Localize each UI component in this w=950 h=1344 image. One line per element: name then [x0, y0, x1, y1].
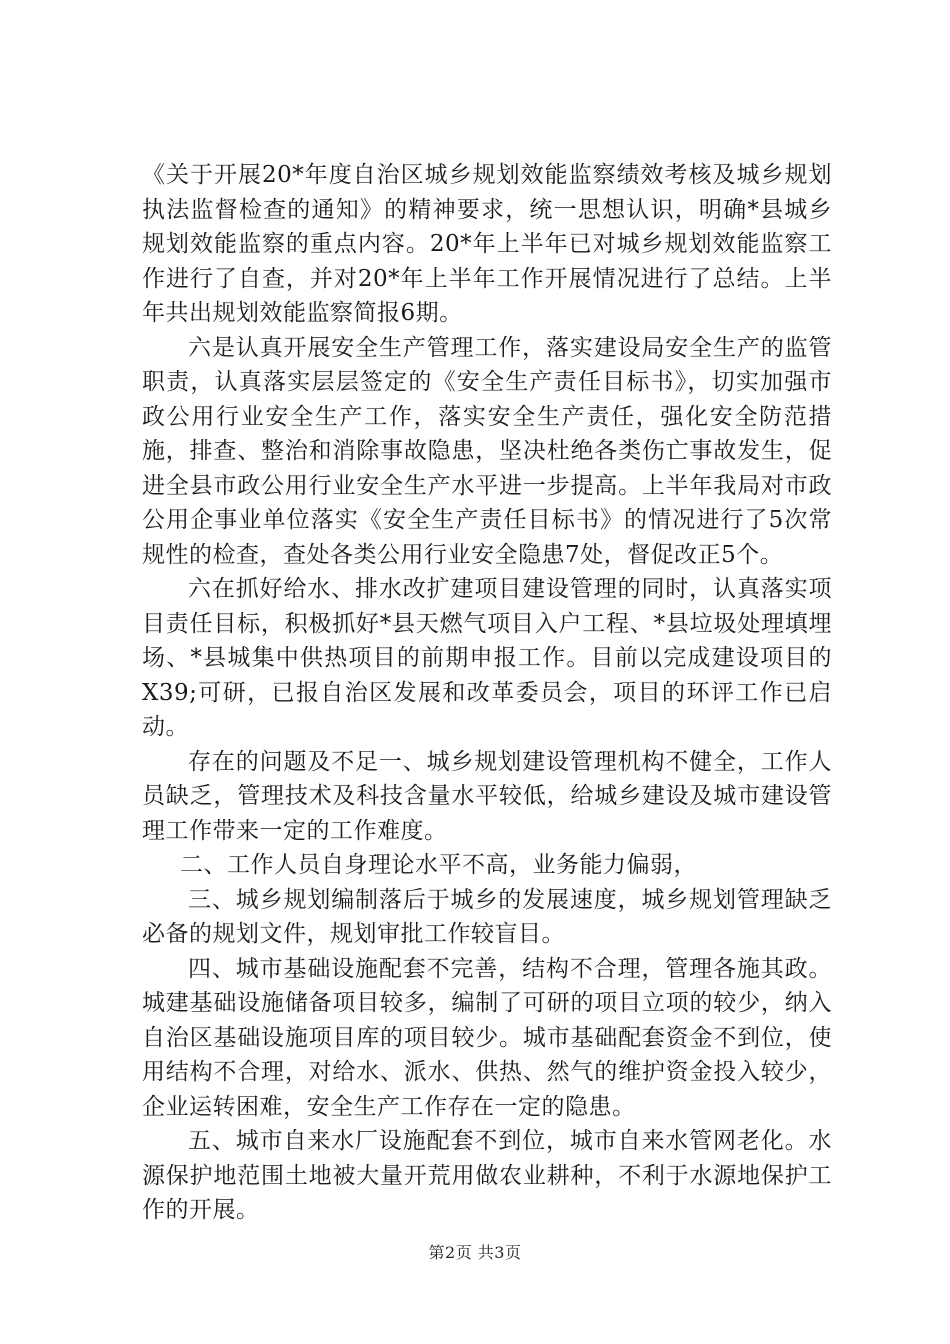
paragraph-continuation: 《关于开展20*年度自治区城乡规划效能监察绩效考核及城乡规划执法监督检查的通知》的精神要求，统一思想认识，明确*县城乡规划效能监察的重点内容。20*年上半年已对城乡规划效能监察工作进行了自查，并对20*年上半年工作开展情况进行了总结。上半年共出规划效能监察简报6期。 [142, 162, 832, 326]
document-body [142, 158, 832, 1228]
page-footer [0, 1240, 950, 1263]
paragraph-problems-1: 存在的问题及不足一、城乡规划建设管理机构不健全，工作人员缺乏，管理技术及科技含量水平较低，给城乡建设及城市建设管理工作带来一定的工作难度。 [142, 748, 832, 844]
paragraph-safety-production: 六是认真开展安全生产管理工作，落实建设局安全生产的监管职责，认真落实层层签定的《安全生产责任目标书》，切实加强市政公用行业安全生产工作，落实安全生产责任，强化安全防范措施，排查、整治和消除事故隐患，坚决杜绝各类伤亡事故发生，促进全县市政公用行业安全生产水平进一步提高。上半年我局对市政公用企事业单位落实《安全生产责任目标书》的情况进行了5次常规性的检查，查处各类公用行业安全隐患7处，督促改正5个。 [142, 334, 832, 568]
page-number-label: 第2页 共3页 [428, 1243, 522, 1262]
paragraph-problems-3: 三、城乡规划编制落后于城乡的发展速度，城乡规划管理缺乏必备的规划文件，规划审批工作较盲目。 [142, 886, 832, 947]
paragraph-problems-5: 五、城市自来水厂设施配套不到位，城市自来水管网老化。水源保护地范围土地被大量开荒用做农业耕种，不利于水源地保护工作的开展。 [142, 1128, 832, 1223]
paragraph-water-projects: 六在抓好给水、排水改扩建项目建设管理的同时，认真落实项目责任目标，积极抓好*县天燃气项目入户工程、*县垃圾处理填埋场、*县城集中供热项目的前期申报工作。目前以完成建设项目的X39;可研，已报自治区发展和改革委员会，项目的环评工作已启动。 [142, 576, 832, 740]
paragraph-problems-4: 四、城市基础设施配套不完善，结构不合理，管理各施其政。城建基础设施储备项目较多，编制了可研的项目立项的较少，纳入自治区基础设施项目库的项目较少。城市基础配套资金不到位，使用结构不合理，对给水、派水、供热、然气的维护资金投入较少，企业运转困难，安全生产工作存在一定的隐患。 [142, 955, 832, 1120]
paragraph-problems-2: 二、工作人员自身理论水平不高，业务能力偏弱， [180, 852, 697, 878]
